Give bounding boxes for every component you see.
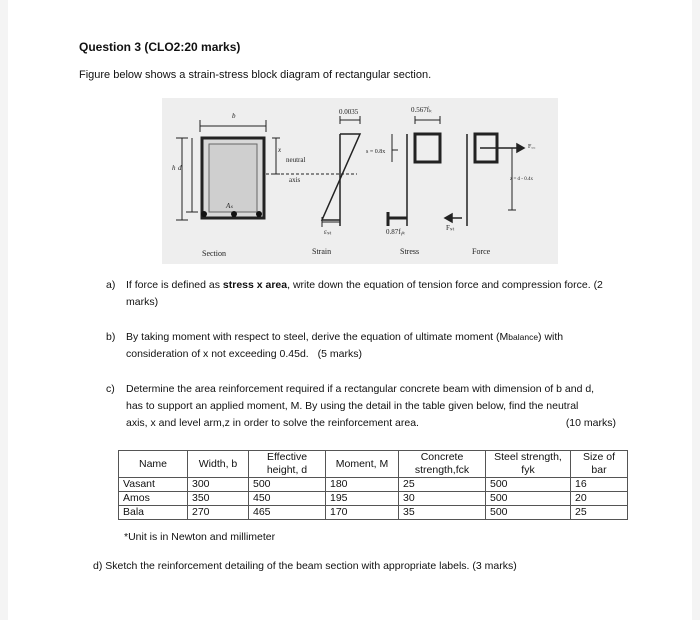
label-stress-top: 0.567fₖ: [411, 106, 433, 114]
question-title: Question 3 (CLO2:20 marks): [79, 40, 241, 54]
part-a-pre: If force is defined as: [126, 279, 223, 291]
label-fcc: F꜀꜀: [528, 144, 536, 150]
label-neutral: neutral: [286, 156, 306, 164]
part-b-pre: By taking moment with respect to steel, derive the equation of ultimate moment (M: [126, 331, 509, 343]
table-cell: 25: [571, 506, 628, 520]
strain-diagram: [322, 116, 360, 227]
part-d: [93, 560, 517, 572]
table-cell: Bala: [119, 506, 188, 520]
label-z-eq: z = d - 0.4x: [510, 177, 533, 182]
part-c-marks: (10 marks): [565, 417, 616, 429]
table-header: Concrete strength,fck: [399, 451, 486, 478]
table-cell: 465: [249, 506, 326, 520]
part-c-text: Determine the area reinforcement required if a rectangular concrete beam with dimension of b and d, has to support an applied moment, M. By using the detail in the table given below, find the neutral axis, x and level arm,z in order to solve the reinforcement area.: [126, 383, 595, 429]
table-cell: 500: [249, 478, 326, 492]
table-row: [119, 506, 628, 520]
table-cell: 500: [486, 492, 571, 506]
part-d-marks: (3 marks): [472, 560, 517, 572]
label-fst: Fₛₜ: [446, 224, 455, 232]
part-a-marks: (2 marks): [126, 279, 603, 308]
table-note: *Unit is in Newton and millimeter: [124, 531, 276, 543]
table-cell: Vasant: [119, 478, 188, 492]
label-d: d: [178, 164, 182, 172]
part-a-bold: stress x area: [222, 279, 288, 291]
table-cell: 30: [399, 492, 486, 506]
part-b-letter: b): [106, 331, 116, 343]
label-s-eq: s = 0.8x: [366, 149, 386, 155]
part-c: [106, 381, 616, 433]
strain-stress-diagram: [162, 98, 558, 264]
label-stress-bottom: 0.87fᵧₖ: [386, 228, 406, 236]
part-a: [106, 277, 606, 311]
question-intro: Figure below shows a strain-stress block diagram of rectangular section.: [79, 69, 432, 81]
beam-section: [176, 120, 357, 220]
rebar-dot: [201, 211, 207, 217]
table-cell: 180: [326, 478, 399, 492]
label-b: b: [232, 112, 236, 120]
table-cell: 450: [249, 492, 326, 506]
part-d-text: d) Sketch the reinforcement detailing of the beam section with appropriate labels.: [93, 560, 470, 572]
table-cell: 270: [188, 506, 249, 520]
table-cell: 35: [399, 506, 486, 520]
table-cell: 300: [188, 478, 249, 492]
table-cell: 170: [326, 506, 399, 520]
part-b-post: ) with consideration of x not exceeding 0.45d.: [126, 331, 564, 360]
part-b-marks: (5 marks): [317, 348, 362, 360]
rebar-dot: [256, 211, 262, 217]
table-cell: 25: [399, 478, 486, 492]
part-a-post: , write down the equation of tension force and compression force.: [287, 279, 591, 291]
table-row: [119, 478, 628, 492]
table-cell: 16: [571, 478, 628, 492]
label-h: h: [172, 164, 176, 172]
table-row: [119, 492, 628, 506]
table-cell: Amos: [119, 492, 188, 506]
table-header-row: [119, 451, 628, 478]
table-header: Name: [119, 451, 188, 478]
table-cell: 500: [486, 478, 571, 492]
table-cell: 195: [326, 492, 399, 506]
label-strain-top: 0.0035: [339, 108, 359, 116]
beam-data-table: [118, 450, 628, 520]
caption-force: Force: [472, 247, 491, 256]
part-a-letter: a): [106, 279, 116, 291]
table-cell: 500: [486, 506, 571, 520]
table-header: Size of bar: [571, 451, 628, 478]
caption-strain: Strain: [312, 247, 332, 256]
rebar-dot: [231, 211, 237, 217]
caption-section: Section: [202, 249, 226, 258]
table-header: Moment, M: [326, 451, 399, 478]
table-cell: 350: [188, 492, 249, 506]
part-b-sub: balance: [508, 332, 539, 342]
caption-stress: Stress: [400, 247, 420, 256]
label-eps-st: εₛₜ: [324, 228, 332, 236]
label-as: Aₛ: [226, 202, 233, 210]
label-axis: axis: [289, 176, 301, 184]
label-x: x: [278, 146, 282, 154]
table-header: Effective height, d: [249, 451, 326, 478]
table-header: Width, b: [188, 451, 249, 478]
table-cell: 20: [571, 492, 628, 506]
part-c-letter: c): [106, 383, 115, 395]
stress-block: [388, 116, 440, 226]
part-b: [106, 329, 621, 363]
table-header: Steel strength, fyk: [486, 451, 571, 478]
